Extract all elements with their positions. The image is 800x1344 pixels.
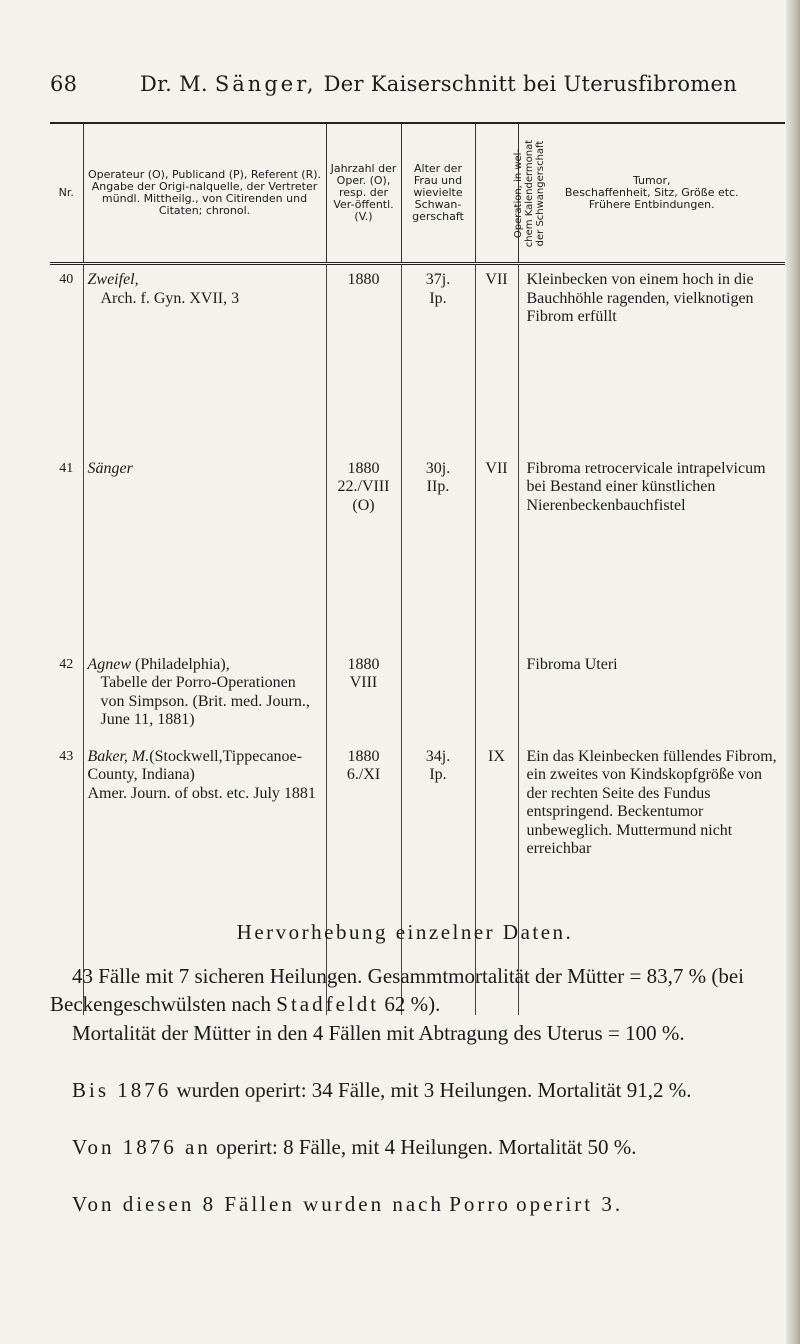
jahr-date-line: VIII: [349, 674, 378, 691]
col-header-operation: [475, 123, 546, 264]
operation-line-2: chem Kalendermonat: [523, 139, 535, 247]
tumor-header-line-2: Beschaffenheit, Sitz, Größe etc.: [564, 186, 739, 199]
row-tumor: Kleinbecken von einem hoch in die Bauchhöhle ragenden, vielknotigen Fibrom erfüllt: [518, 264, 785, 454]
operateur-name: Zweifel,: [87, 271, 139, 288]
page-number: 68: [50, 72, 78, 96]
col-header-tumor: [518, 123, 785, 264]
row-alter: [401, 650, 475, 742]
col-header-operateur: Operateur (O), Publicand (P), Referent (R). Angabe der Origi-nalquelle, der Vertreter mündl. Mittheilg., von Citirenden und Citaten; chronol.: [83, 123, 326, 264]
page-edge-shadow: [786, 0, 800, 1344]
col-header-alter: Alter der Frau und wievielte Schwan-gerschaft: [401, 123, 475, 264]
jahr-type-line: (O): [352, 496, 375, 514]
operateur-name: Sänger: [87, 459, 133, 477]
row-alter: [401, 454, 475, 650]
schwangerschaft-line: IIp.: [426, 478, 450, 495]
paragraph-porro: [50, 1190, 760, 1218]
row-operateur: [83, 264, 326, 454]
table-row: [50, 454, 785, 650]
author-name: Sänger,: [214, 72, 317, 96]
alter-line: 30j.: [425, 459, 451, 477]
jahr-line: 1880: [347, 459, 380, 477]
operateur-place: (Stockwell,Tippecanoe-County, Indiana): [87, 747, 302, 783]
jahr-date-line: 22./VIII: [337, 478, 390, 495]
title-text: Der Kaiserschnitt bei Uterusfibromen: [323, 72, 738, 96]
p5-end: operirt 3.: [516, 1192, 624, 1216]
p1-end: 62 %).: [384, 992, 441, 1016]
row-tumor: Ein das Kleinbecken füllendes Fibrom, ein zweites von Kindskopfgröße von der rechten Seite des Fundus entspringend. Beckentumor unbeweglich. Muttermund nicht erreichbar: [518, 742, 785, 1015]
operateur-name: Agnew: [87, 655, 132, 673]
operation-line-1: Operation, in wel-: [512, 148, 524, 238]
operateur-reference: Amer. Journ. of obst. etc. July 1881: [87, 784, 316, 802]
row-nr: 40: [59, 272, 74, 287]
jahr-line: 1880: [347, 747, 380, 765]
paragraph-total: [50, 962, 760, 1018]
jahr-line: 1880: [347, 271, 380, 288]
p1-text: 43 Fälle mit 7 sicheren Heilungen. Gesammtmortalität der Mütter = 83,7 % (bei Beckengeschwülsten nach: [50, 964, 745, 1016]
alter-line: 34j.: [425, 747, 451, 765]
paragraph-von-1876: [50, 1133, 760, 1161]
row-monat: VII: [475, 264, 518, 454]
table-row: [50, 650, 785, 742]
operation-vertical-text: [513, 139, 546, 246]
row-alter: [401, 264, 475, 454]
alter-line: 37j.: [425, 271, 451, 288]
tumor-header-line-3: Frühere Entbindungen.: [588, 198, 715, 211]
p5-lead: Von diesen 8 Fällen wurden nach: [72, 1192, 444, 1216]
section-heading: Hervorhebung einzelner Daten.: [236, 920, 574, 944]
row-nr: 43: [59, 748, 74, 764]
operateur-reference: Arch. f. Gyn. XVII, 3: [100, 289, 240, 307]
row-tumor: Fibroma retrocervicale intrapelvicum bei Bestand einer künstlichen Nierenbeckenbauchfistel: [518, 454, 785, 650]
running-title: [140, 72, 737, 96]
p4-text: operirt: 8 Fälle, mit 4 Heilungen. Mortalität 50 %.: [216, 1135, 637, 1159]
row-jahrzahl: [326, 650, 401, 742]
paragraph-bis-1876: [50, 1076, 760, 1104]
row-jahrzahl: [326, 454, 401, 650]
table-header-row: [50, 123, 785, 264]
tumor-header-line-1: Tumor,: [633, 174, 671, 187]
cases-table: [50, 122, 785, 1015]
p1-name: Stadfeldt: [276, 992, 380, 1016]
col-header-nr: Nr.: [50, 123, 83, 264]
author-prefix: Dr. M.: [140, 72, 208, 96]
jahr-line: 1880: [347, 655, 380, 673]
row-operateur: [83, 650, 326, 742]
row-nr: 41: [59, 460, 74, 476]
operateur-name: Baker, M.: [87, 747, 150, 765]
p5-name: Porro: [449, 1192, 511, 1216]
p3-text: wurden operirt: 34 Fälle, mit 3 Heilungen. Mortalität 91,2 %.: [176, 1078, 692, 1102]
row-monat: [475, 650, 518, 742]
operation-line-3: der Schwangerschaft: [534, 140, 546, 246]
row-monat: IX: [475, 742, 518, 1015]
row-operateur: [83, 454, 326, 650]
table-row: [50, 264, 785, 454]
row-jahrzahl: [326, 264, 401, 454]
schwangerschaft-line: Ip.: [429, 766, 447, 783]
operateur-reference: Tabelle der Porro-Operationen von Simpson. (Brit. med. Journ., June 11, 1881): [100, 674, 310, 728]
jahr-date-line: 6./XI: [346, 766, 381, 783]
p4-lead: Von 1876 an: [72, 1135, 211, 1159]
paragraph-uterus: Mortalität der Mütter in den 4 Fällen mit Abtragung des Uterus = 100 %.: [72, 1021, 685, 1045]
col-header-jahrzahl: Jahrzahl der Oper. (O), resp. der Ver-öffentl. (V.): [326, 123, 401, 264]
operateur-place: (Philadelphia),: [131, 655, 230, 673]
schwangerschaft-line: Ip.: [429, 289, 447, 307]
row-monat: VII: [475, 454, 518, 650]
p3-lead: Bis 1876: [72, 1078, 172, 1102]
row-tumor: Fibroma Uteri: [518, 650, 785, 742]
row-nr: 42: [59, 656, 74, 672]
